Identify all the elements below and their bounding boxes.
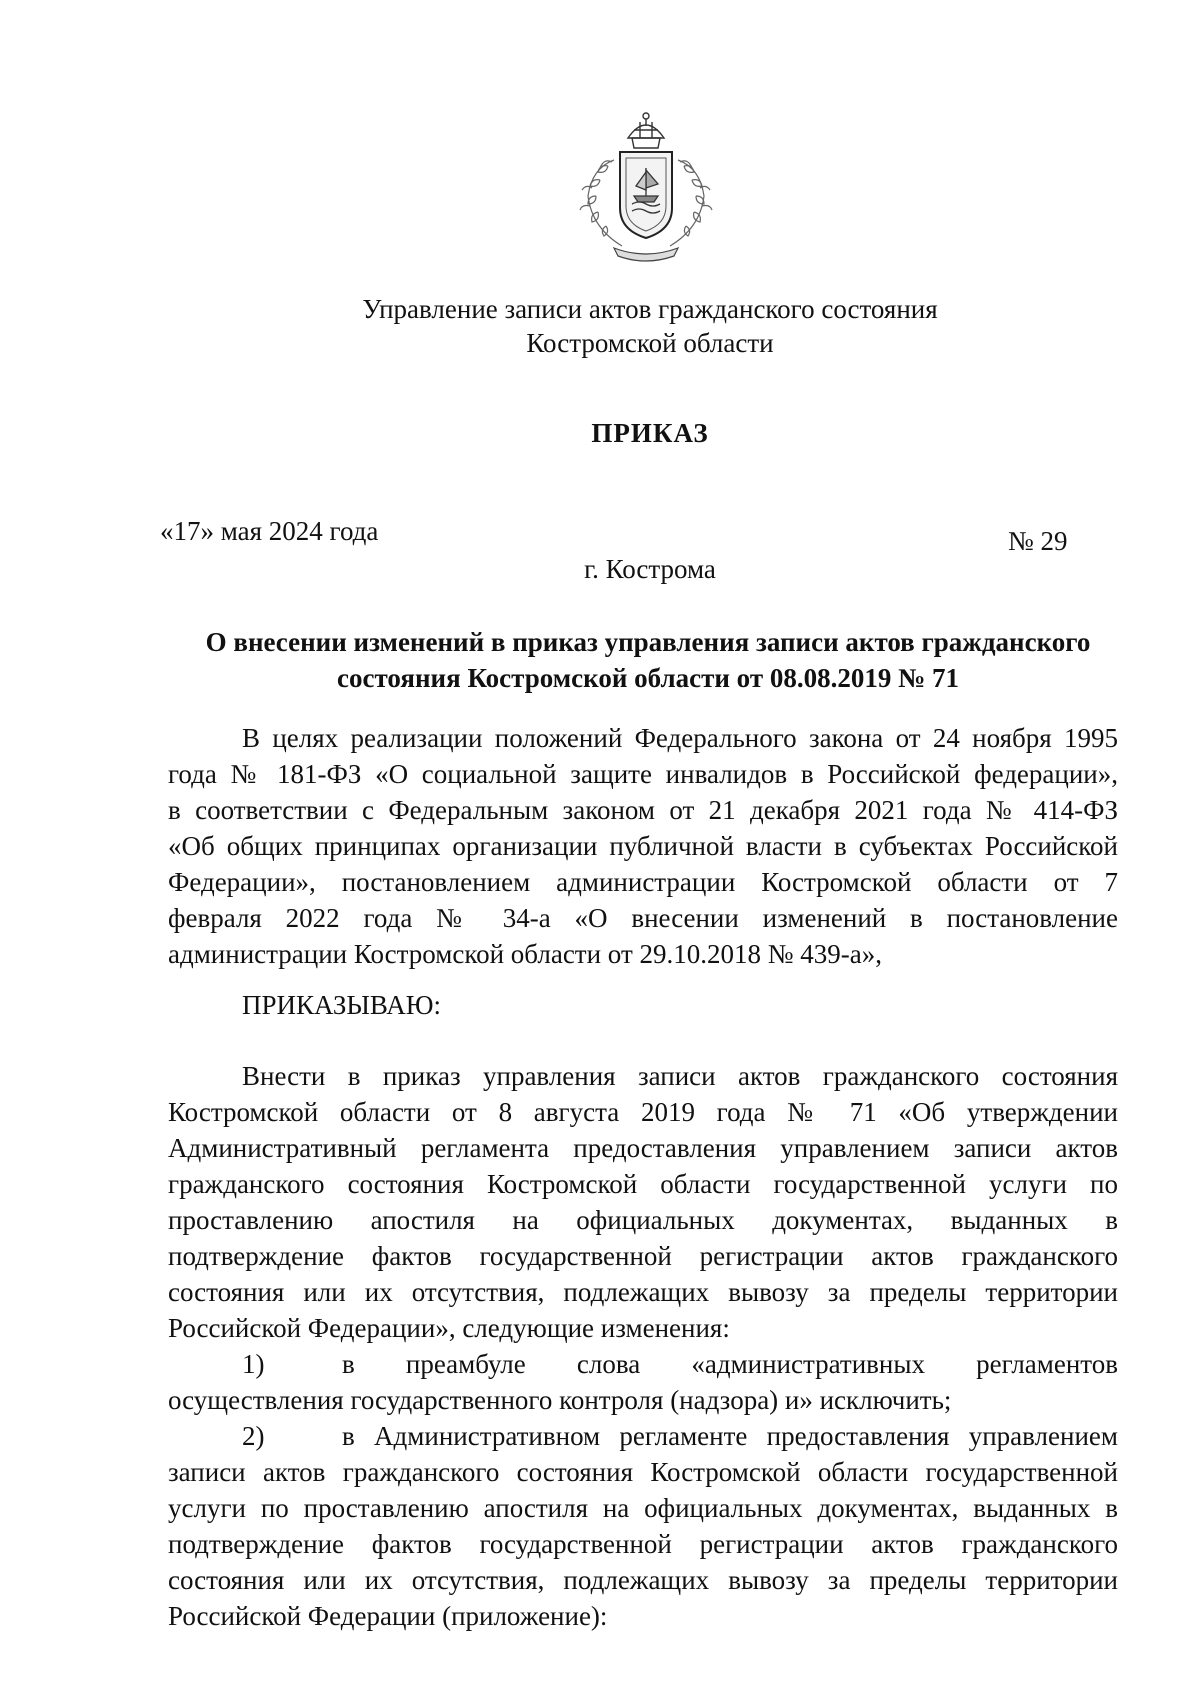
document-number: № 29 (1008, 526, 1068, 556)
document-city: г. Кострома (584, 554, 716, 584)
preamble-line: года № 181-ФЗ «О социальной защите инвалидов в Российской федерации», (168, 759, 1118, 789)
subject-line-1: О внесении изменений в приказ управления записи актов гражданского (205, 627, 1091, 657)
list-item-line: подтверждение фактов государственной регистрации актов гражданского (168, 1529, 1118, 1559)
subject-line-2: состояния Костромской области от 08.08.2019 № 71 (337, 663, 959, 693)
preamble-line: В целях реализации положений Федерального закона от 24 ноября 1995 (242, 723, 1118, 753)
document-type-heading: ПРИКАЗ (591, 418, 709, 448)
body-line: гражданского состояния Костромской области государственной услуги по (168, 1169, 1118, 1199)
list-item-2 (168, 1418, 1118, 1634)
preamble-line: «Об общих принципах организации публичной власти в субъектах Российской (168, 831, 1118, 861)
coat-of-arms-emblem (570, 108, 722, 268)
body-line: Российской Федерации», следующие изменения: (168, 1313, 730, 1343)
list-item-line (168, 1418, 1118, 1454)
body-paragraph (168, 1058, 1118, 1346)
organization-name-line1: Управление записи актов гражданского состояния (362, 294, 938, 324)
preamble-line: февраля 2022 года № 34-а «О внесении изменений в постановление (168, 903, 1118, 933)
body-line: Костромской области от 8 августа 2019 года № 71 «Об утверждении (168, 1097, 1118, 1127)
list-item-text: в Административном регламенте предоставления управлением (342, 1421, 1118, 1451)
list-item-number: 1) (242, 1349, 265, 1379)
preamble-line: Федерации», постановлением администрации Костромской области от 7 (168, 867, 1118, 897)
list-item-line (168, 1346, 1118, 1382)
order-directive-word: ПРИКАЗЫВАЮ: (242, 990, 441, 1020)
document-date: «17» мая 2024 года (160, 516, 379, 546)
list-item-1 (168, 1346, 1118, 1418)
list-item-line: состояния или их отсутствия, подлежащих вывозу за пределы территории (168, 1565, 1118, 1595)
body-line: подтверждение фактов государственной регистрации актов гражданского (168, 1241, 1118, 1271)
preamble-line: в соответствии с Федеральным законом от 21 декабря 2021 года № 414-ФЗ (168, 795, 1118, 825)
body-line: Административный регламента предоставления управлением записи актов (168, 1133, 1118, 1163)
preamble-paragraph (168, 720, 1118, 972)
list-item-line: Российской Федерации (приложение): (168, 1601, 608, 1631)
body-line: Внести в приказ управления записи актов гражданского состояния (242, 1061, 1118, 1091)
organization-name-line2: Костромской области (526, 328, 774, 358)
body-line: проставлению апостиля на официальных документах, выданных в (168, 1205, 1118, 1235)
preamble-line: администрации Костромской области от 29.10.2018 № 439-а», (168, 939, 882, 969)
list-item-number: 2) (242, 1421, 265, 1451)
document-subject (178, 624, 1118, 696)
list-item-line: осуществления государственного контроля (надзора) и» исключить; (168, 1385, 952, 1415)
list-item-text: в преамбуле слова «административных регламентов (342, 1349, 1118, 1379)
list-item-line: услуги по проставлению апостиля на официальных документах, выданных в (168, 1493, 1118, 1523)
list-item-line: записи актов гражданского состояния Костромской области государственной (168, 1457, 1118, 1487)
body-line: состояния или их отсутствия, подлежащих вывозу за пределы территории (168, 1277, 1118, 1307)
